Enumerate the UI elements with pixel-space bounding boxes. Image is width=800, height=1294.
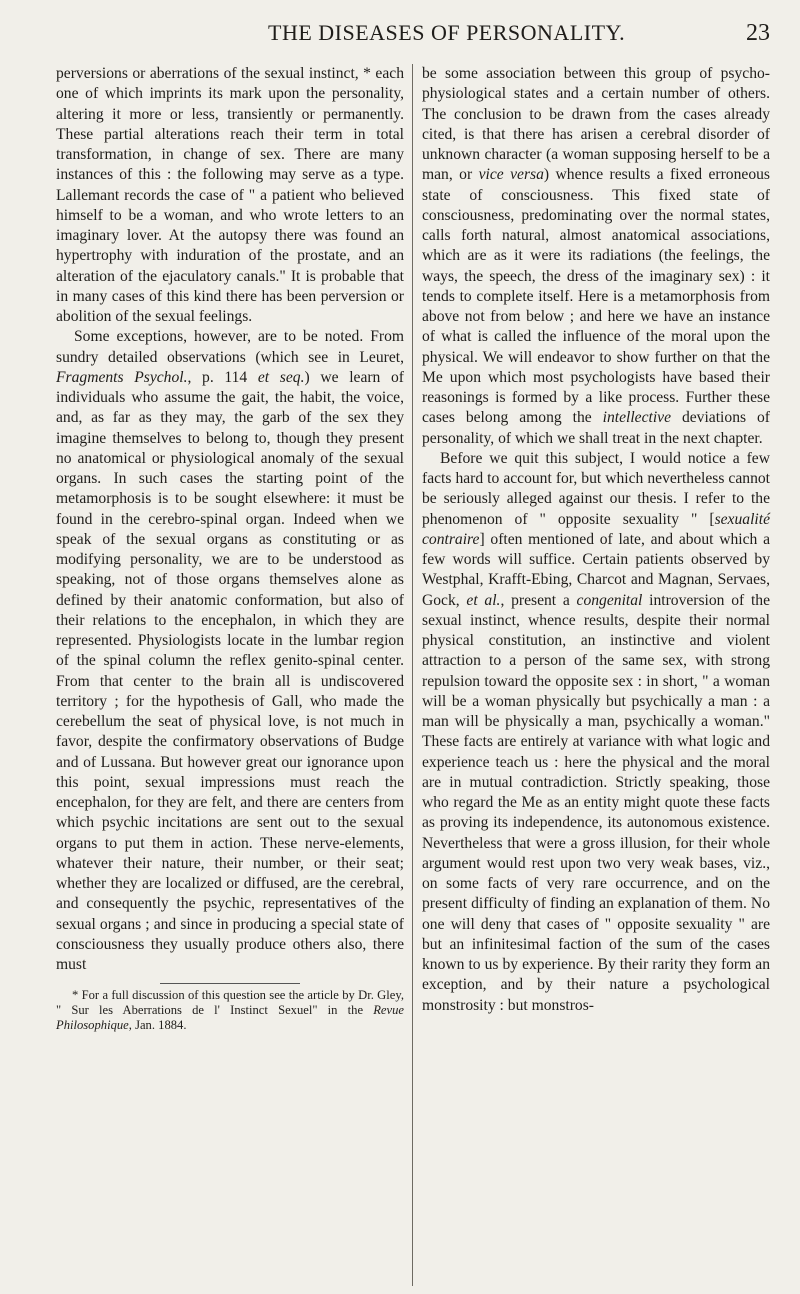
right-p2-text-e: , present a bbox=[500, 591, 577, 609]
right-paragraph-2 bbox=[422, 449, 770, 1016]
right-p2-text-c: ] often mentioned of late, and about which a few words will suffice. Certain patients observed by Westphal, Krafft-Ebing, Charcot and Magnan, Servaes, Gock, bbox=[422, 530, 770, 609]
running-head: THE DISEASES OF PERSONALITY. bbox=[268, 20, 626, 45]
left-paragraph-2 bbox=[56, 327, 404, 975]
left-p2-text-c: , p. 114 bbox=[187, 368, 258, 386]
footnote bbox=[56, 988, 404, 1033]
right-p2-text-g: introversion of the sexual instinct, whence results, despite their normal physical constitution, an instinctive and violent attraction to a person of the same sex, with strong repulsion toward the opposite sex : in short, " a woman will be a woman physically but psychically a man : a man will be physically a man, psychically a woman." These facts are entirely at variance with what logic and experience teach us : here the physical and the moral are in mutual contradiction. Strictly speaking, those who regard the Me as an entity might quote these facts as proving its independence, its autonomous existence. Nevertheless that were a gross illusion, for their whole argument would rest upon two very weak bases, viz., on some facts of very rare occurrence, and on the present difficulty of finding an explanation of them. No one will deny that cases of " opposite sexuality " are but an infinitesimal faction of the sum of the cases known to us by experience. By their rarity they form an exception, and by their nature a psychological monstrosity : but monstros- bbox=[422, 591, 771, 1014]
right-p1-text-a: be some association between this group of psycho-physiological states and a certain number of others. The conclusion to be drawn from the cases already cited, is that there has arisen a cerebral disorder of unknown character (a woman supposing herself to be a man, or bbox=[422, 65, 770, 184]
text-columns bbox=[56, 64, 770, 1286]
right-p2-congenital: congenital bbox=[576, 591, 643, 609]
right-p1-text-e: deviations of personality, of which we shall treat in the next chapter. bbox=[422, 409, 770, 447]
footnote-text-c: , Jan. 1884. bbox=[128, 1018, 187, 1033]
left-p2-text-e: ) we learn of individuals who assume the gait, the habit, the voice, and, as far as they may, the garb of the sex they imagine themselves to belong to, though they present no anatomical or physiological anomaly of the sexual organs. In such cases the starting point of the metamorphosis is to be sought elsewhere: it must be found in the cerebro-spinal organ. Indeed when we speak of the sexual organs as constituting or as modifying personality, we are to be understood as speaking, not of those organs themselves alone as defined by their anatomic conformation, but also of their relations to the encephalon, in which they are represented. Physiologists locate in the lumbar region of the spinal column the reflex genito-spinal center. From that center to the brain all is undiscovered territory ; for the hypothesis of Gall, who made the cerebellum the seat of physical love, is not much in favor, despite the confirmatory observations of Budge and of Lussana. But however great our ignorance upon this point, sexual impressions must reach the encephalon, for they are felt, and there are centers from which psychic incitations are sent out to the sexual organs to put them in action. These nerve-elements, whatever their nature, their number, or their seat; whether they are localized or diffused, are the cerebral, and consequently the psychic, representatives of the sexual organs ; and since in producing a special state of consciousness they usually produce others also, there must bbox=[56, 368, 405, 973]
footnote-text-a: * For a full discussion of this question see the article by Dr. Gley, " Sur les Aberrations de l' Instinct Sexuel" in the bbox=[56, 988, 404, 1018]
right-paragraph-1 bbox=[422, 64, 770, 449]
left-column bbox=[56, 64, 413, 1286]
left-p2-et-seq: et seq. bbox=[257, 368, 305, 386]
page-number: 23 bbox=[746, 20, 770, 46]
right-p2-sexualite-contraire: sexualité contraire bbox=[422, 510, 770, 548]
footnote-rule bbox=[160, 983, 300, 984]
right-column bbox=[413, 64, 770, 1286]
left-p2-text-a: Some exceptions, however, are to be noted. From sundry detailed observations (which see in Leuret, bbox=[56, 328, 404, 366]
left-paragraph-1 bbox=[56, 64, 404, 327]
right-p2-text-a: Before we quit this subject, I would notice a few facts hard to account for, but which nevertheless cannot be seriously alleged against our thesis. I refer to the phenomenon of " opposite sexuality " [ bbox=[422, 449, 770, 528]
page-header bbox=[0, 18, 800, 48]
right-p1-text-c: ) whence results a fixed erroneous state of consciousness. This fixed state of consciousness, predominating over the normal states, calls forth natural, almost anatomical associations, which are as it were its radiations (the feelings, the ways, the speech, the dress of the imaginary sex) : it tends to complete itself. Here is a metamorphosis from above not from below ; and here we have an instance of what is called the influence of the moral upon the physical. We will endeavor to show further on that the Me upon which most psychologists have based their reasonings is formed by a like process. Further these cases belong among the bbox=[422, 166, 770, 427]
footnote-journal-title: Revue Philosophique bbox=[56, 1003, 404, 1033]
left-p2-citation-title: Fragments Psychol. bbox=[56, 368, 188, 386]
left-p1-text: perversions or aberrations of the sexual instinct, * each one of which imprints its mark upon the personality, altering it more or less, transiently or permanently. These partial alterations reach their term in total transformation, in change of sex. There are many instances of this : the following may serve as a type. Lallemant records the case of " a patient who believed himself to be a woman, and who wrote letters to an imaginary lover. At the autopsy there was found an hypertrophy with induration of the prostate, and an alteration of the ejaculatory canals." It is probable that in many cases of this kind there has been perversion or abolition of the sexual feelings. bbox=[56, 65, 404, 325]
right-p1-intellective: intellective bbox=[602, 409, 672, 427]
right-p1-vice-versa: vice versa bbox=[478, 166, 544, 184]
right-p2-et-al: et al. bbox=[466, 591, 501, 609]
